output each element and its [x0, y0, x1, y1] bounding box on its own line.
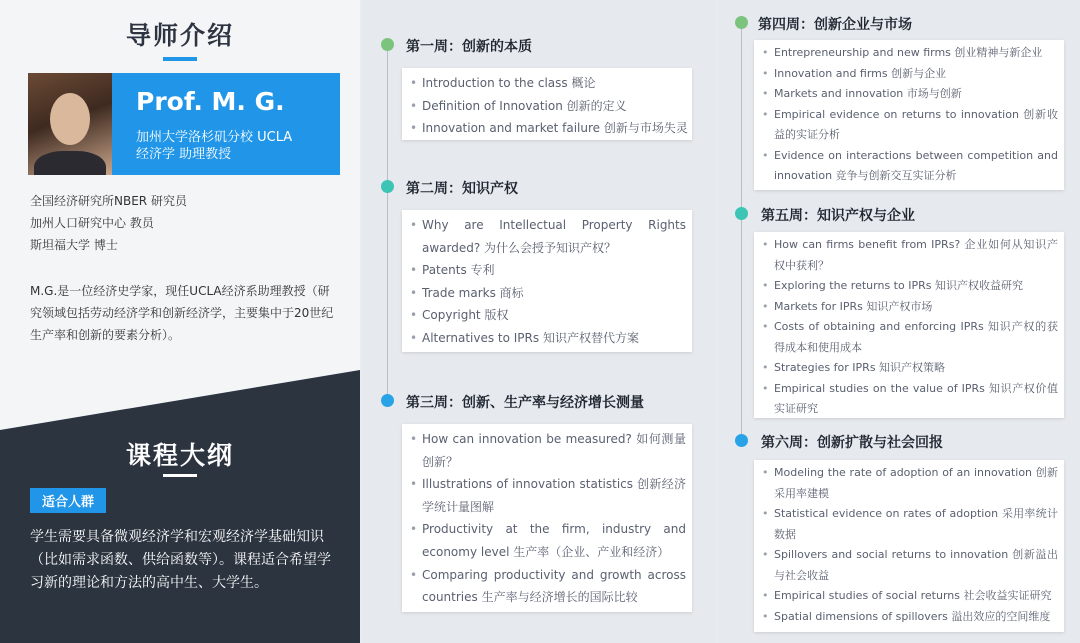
list-item: • Empirical evidence on returns to innovation 创新收益的实证分析: [774, 105, 1058, 146]
week-1-title: 第一周：创新的本质: [406, 39, 532, 55]
list-item: • Costs of obtaining and enforcing IPRs 知识产权的获得成本和使用成本: [774, 317, 1058, 358]
list-item: • How can firms benefit from IPRs? 企业如何从知识产权中获利？: [774, 235, 1058, 276]
role-item: 加州人口研究中心 教员: [30, 216, 154, 230]
role-item: 斯坦福大学 博士: [30, 238, 118, 252]
list-item: • Introduction to the class 概论: [422, 72, 692, 95]
week-3-dot: [381, 394, 394, 407]
list-item: • Spatial dimensions of spillovers 溢出效应的空间维度: [774, 607, 1058, 628]
instructor-bio: M.G.是一位经济史学家，现任UCLA经济系助理教授（研究领域包括劳动经济学和创新经济学，主要集中于20世纪生产率和创新的要素分析）。: [30, 284, 334, 342]
list-item: • Modeling the rate of adoption of an innovation 创新采用率建模: [774, 463, 1058, 504]
week-4-card: [754, 40, 1064, 190]
instructor-photo: [28, 73, 112, 175]
list-item: • Statistical evidence on rates of adoption 采用率统计数据: [774, 504, 1058, 545]
instructor-affiliation: 加州大学洛杉矶分校 UCLA 经济学 助理教授: [136, 130, 293, 162]
list-item: • Markets for IPRs 知识产权市场: [774, 297, 1058, 318]
audience-badge: 适合人群: [30, 488, 106, 513]
list-item: • Evidence on interactions between competition and innovation 竞争与创新交互实证分析: [774, 146, 1058, 187]
audience-text: 学生需要具备微观经济学和宏观经济学基础知识（比如需求函数、供给函数等）。课程适合希望学习新的理论和方法的高中生、大学生。: [30, 529, 331, 591]
list-item: • Innovation and market failure 创新与市场失灵: [422, 117, 692, 140]
week-3-title: 第三周：创新、生产率与经济增长测量: [406, 395, 644, 411]
list-item: • Entrepreneurship and new firms 创业精神与新企业: [774, 43, 1058, 64]
weeks-4-6-panel: [718, 0, 1080, 643]
instructor-name-box: [112, 73, 340, 175]
week-2-title: 第二周：知识产权: [406, 181, 518, 197]
week-5-card: [754, 232, 1064, 418]
title-underline: [163, 57, 197, 61]
week-4-dot: [735, 16, 748, 29]
syllabus-title: 课程大纲: [125, 441, 234, 470]
list-item: • Strategies for IPRs 知识产权策略: [774, 358, 1058, 379]
week-6-dot: [735, 434, 748, 447]
week-5-title: 第五周：知识产权与企业: [761, 208, 915, 224]
instructor-section-title: 导师介绍: [125, 21, 234, 50]
list-item: • Copyright 版权: [422, 304, 686, 327]
week-6-title: 第六周：创新扩散与社会回报: [761, 435, 943, 451]
list-item: • Alternatives to IPRs 知识产权替代方案: [422, 327, 686, 350]
list-item: • Why are Intellectual Property Rights awarded? 为什么会授予知识产权？: [422, 214, 686, 259]
week-2-dot: [381, 180, 394, 193]
list-item: • Empirical studies on the value of IPRs 知识产权价值实证研究: [774, 379, 1058, 420]
list-item: • Exploring the returns to IPRs 知识产权收益研究: [774, 276, 1058, 297]
list-item: • Innovation and firms 创新与企业: [774, 64, 1058, 85]
week-1-dot: [381, 38, 394, 51]
instructor-panel: [0, 0, 360, 643]
week-2-card: [402, 210, 692, 352]
week-3-card: [402, 424, 692, 612]
list-item: • Productivity at the firm, industry and economy level 生产率（企业、产业和经济）: [422, 518, 686, 563]
timeline-line: [741, 22, 742, 442]
list-item: • How can innovation be measured? 如何测量创新？: [422, 428, 686, 473]
list-item: • Illustrations of innovation statistics 创新经济学统计量图解: [422, 473, 686, 518]
instructor-roles: [30, 190, 187, 256]
list-item: • Markets and innovation 市场与创新: [774, 84, 1058, 105]
weeks-1-3-panel: [362, 0, 716, 643]
list-item: • Definition of Innovation 创新的定义: [422, 95, 692, 118]
role-item: 全国经济研究所NBER 研究员: [30, 194, 187, 208]
list-item: • Comparing productivity and growth across countries 生产率与经济增长的国际比较: [422, 564, 686, 609]
week-5-dot: [735, 207, 748, 220]
week-4-title: 第四周：创新企业与市场: [758, 17, 912, 33]
list-item: • Empirical studies of social returns 社会收益实证研究: [774, 586, 1058, 607]
week-6-card: [754, 460, 1064, 632]
list-item: • Patents 专利: [422, 259, 686, 282]
week-1-card: [402, 68, 692, 140]
timeline-line: [387, 44, 388, 404]
list-item: • Spillovers and social returns to innovation 创新溢出与社会收益: [774, 545, 1058, 586]
instructor-name: Prof. M. G.: [136, 87, 285, 116]
list-item: • Trade marks 商标: [422, 282, 686, 305]
syllabus-underline: [163, 474, 197, 477]
